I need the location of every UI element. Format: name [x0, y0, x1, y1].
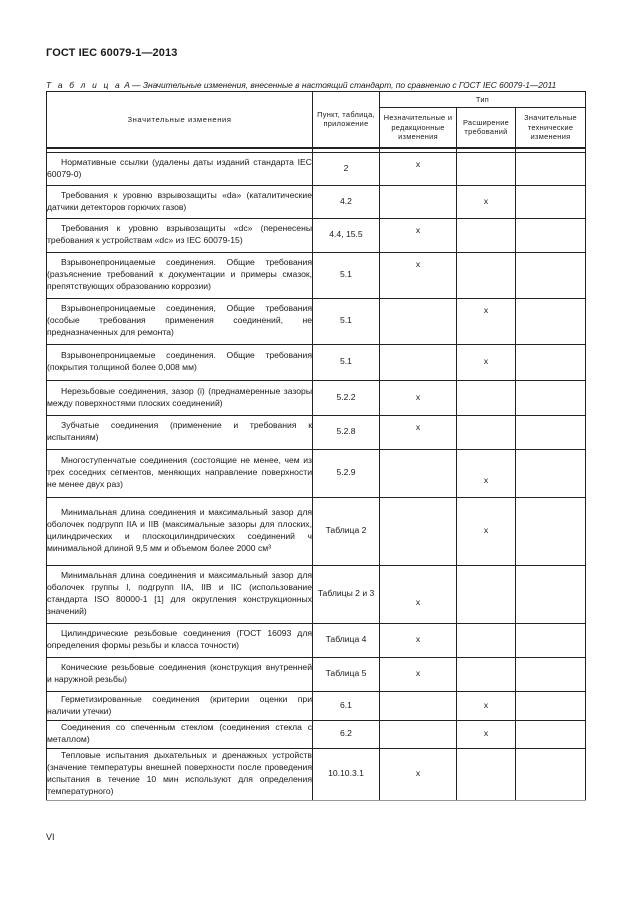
minor-mark — [380, 449, 457, 497]
page-number: VI — [46, 832, 55, 842]
clause-cell: 4.2 — [313, 185, 380, 218]
extension-mark — [457, 252, 516, 298]
clause-cell: 5.1 — [313, 252, 380, 298]
table-row — [47, 298, 586, 344]
column-header-type: Тип — [380, 92, 586, 108]
extension-mark: x — [457, 720, 516, 748]
clause-cell: 5.1 — [313, 344, 380, 380]
extension-mark — [457, 152, 516, 185]
table-row — [47, 218, 586, 252]
table-row — [47, 720, 586, 748]
clause-cell: Таблица 4 — [313, 623, 380, 657]
column-header-clause: Пункт, таблица, приложение — [313, 92, 380, 148]
minor-mark — [380, 185, 457, 218]
major-mark — [516, 344, 586, 380]
extension-mark: x — [457, 298, 516, 344]
clause-cell: Таблицы 2 и 3 — [313, 565, 380, 623]
extension-mark — [457, 657, 516, 691]
major-mark — [516, 415, 586, 449]
change-description: Герметизированные соединения (критерии оценки при наличии утечки) — [47, 691, 313, 720]
major-mark — [516, 218, 586, 252]
table-row — [47, 185, 586, 218]
major-mark — [516, 380, 586, 415]
major-mark — [516, 565, 586, 623]
minor-mark: x — [380, 565, 457, 623]
table-row — [47, 497, 586, 565]
extension-mark: x — [457, 691, 516, 720]
change-description: Требования к уровню взрывозащиты «da» (каталитические датчики детекторов горючих газов) — [47, 185, 313, 218]
table-row — [47, 252, 586, 298]
extension-mark: x — [457, 449, 516, 497]
change-description: Тепловые испытания дыхательных и дренажных устройств (значение температуры внешней поверхности после проведения испытания в течение 10 мин используют для определения температурного) — [47, 748, 313, 800]
minor-mark: x — [380, 252, 457, 298]
table-row — [47, 748, 586, 800]
minor-mark: x — [380, 218, 457, 252]
extension-mark: x — [457, 344, 516, 380]
change-description: Цилиндрические резьбовые соединения (ГОСТ 16093 для определения формы резьбы и класса точности) — [47, 623, 313, 657]
minor-mark: x — [380, 657, 457, 691]
minor-mark — [380, 344, 457, 380]
table-row — [47, 657, 586, 691]
clause-cell: 10.10.3.1 — [313, 748, 380, 800]
major-mark — [516, 497, 586, 565]
change-description: Требования к уровню взрывозащиты «dc» (перенесены требования к устройствам «dc» из IEC 60079-15) — [47, 218, 313, 252]
major-mark — [516, 298, 586, 344]
table-row — [47, 691, 586, 720]
clause-cell: 6.1 — [313, 691, 380, 720]
change-description: Минимальная длина соединения и максимальный зазор для оболочек подгрупп IIA и IIB (максимальные зазоры для плоских, цилиндрических и плоскоцилиндрических соединений ч минимальной длиной 9,5 мм и объемом более 2000 см³ — [47, 497, 313, 565]
change-description: Многоступенчатые соединения (состоящие не менее, чем из трех соседних сегментов, меняющих направление поверхности не менее двух раз) — [47, 449, 313, 497]
clause-cell: 2 — [313, 152, 380, 185]
clause-cell: 4.4, 15.5 — [313, 218, 380, 252]
column-header-changes: Значительные изменения — [47, 92, 313, 148]
table-row — [47, 152, 586, 185]
minor-mark: x — [380, 748, 457, 800]
clause-cell: 5.2.8 — [313, 415, 380, 449]
major-mark — [516, 623, 586, 657]
clause-cell: 5.1 — [313, 298, 380, 344]
change-description: Зубчатые соединения (применение и требования к испытаниям) — [47, 415, 313, 449]
column-header-minor: Незначительные и редакционные изменения — [380, 108, 457, 148]
minor-mark — [380, 691, 457, 720]
extension-mark — [457, 415, 516, 449]
change-description: Взрывонепроницаемые соединения, Общие требования (особые требования применения соединений, не предназначенных для ремонта) — [47, 298, 313, 344]
extension-mark — [457, 218, 516, 252]
table-row — [47, 415, 586, 449]
change-description: Взрывонепроницаемые соединения. Общие требования (разъяснение требований к документации и примеры смазок, препятствующих образованию коррозии) — [47, 252, 313, 298]
major-mark — [516, 152, 586, 185]
table-row — [47, 565, 586, 623]
minor-mark: x — [380, 415, 457, 449]
change-description: Нормативные ссылки (удалены даты изданий стандарта IEC 60079-0) — [47, 152, 313, 185]
major-mark — [516, 657, 586, 691]
clause-cell: Таблица 5 — [313, 657, 380, 691]
table-caption — [46, 80, 556, 90]
column-header-major: Значительные технические изменения — [516, 108, 586, 148]
table-caption-text: А — Значительные изменения, внесенные в настоящий стандарт, по сравнению с ГОСТ IEC 60079-1—2011 — [121, 80, 557, 90]
extension-mark — [457, 623, 516, 657]
minor-mark: x — [380, 152, 457, 185]
minor-mark: x — [380, 623, 457, 657]
extension-mark: x — [457, 185, 516, 218]
minor-mark — [380, 497, 457, 565]
clause-cell: 5.2.2 — [313, 380, 380, 415]
change-description: Соединения со спеченным стеклом (соединения стекла с металлом) — [47, 720, 313, 748]
major-mark — [516, 185, 586, 218]
clause-cell: 6.2 — [313, 720, 380, 748]
extension-mark — [457, 565, 516, 623]
minor-mark — [380, 298, 457, 344]
clause-cell: Таблица 2 — [313, 497, 380, 565]
table-row — [47, 623, 586, 657]
changes-table — [46, 91, 586, 801]
change-description: Конические резьбовые соединения (конструкция внутренней и наружной резьбы) — [47, 657, 313, 691]
change-description: Взрывонепроницаемые соединения. Общие требования (покрытия толщиной более 0,008 мм) — [47, 344, 313, 380]
major-mark — [516, 449, 586, 497]
column-header-extension: Расширение требований — [457, 108, 516, 148]
change-description: Минимальная длина соединения и максимальный зазор для оболочек группы I, подгрупп IIA, IIB и IIC (использование стандарта ISO 80000-1 [1] для округления конструкционных значений) — [47, 565, 313, 623]
change-description: Нерезьбовые соединения, зазор (i) (преднамеренные зазоры между поверхностями плоских соединений) — [47, 380, 313, 415]
major-mark — [516, 252, 586, 298]
extension-mark: x — [457, 497, 516, 565]
major-mark — [516, 720, 586, 748]
table-row — [47, 344, 586, 380]
extension-mark — [457, 380, 516, 415]
table-row — [47, 449, 586, 497]
major-mark — [516, 691, 586, 720]
minor-mark — [380, 720, 457, 748]
minor-mark: x — [380, 380, 457, 415]
major-mark — [516, 748, 586, 800]
changes-table-body — [47, 152, 586, 800]
extension-mark — [457, 748, 516, 800]
clause-cell: 5.2.9 — [313, 449, 380, 497]
table-row — [47, 380, 586, 415]
table-caption-lead: Т а б л и ц а — [46, 80, 122, 90]
document-header: ГОСТ IEC 60079-1—2013 — [46, 47, 178, 59]
